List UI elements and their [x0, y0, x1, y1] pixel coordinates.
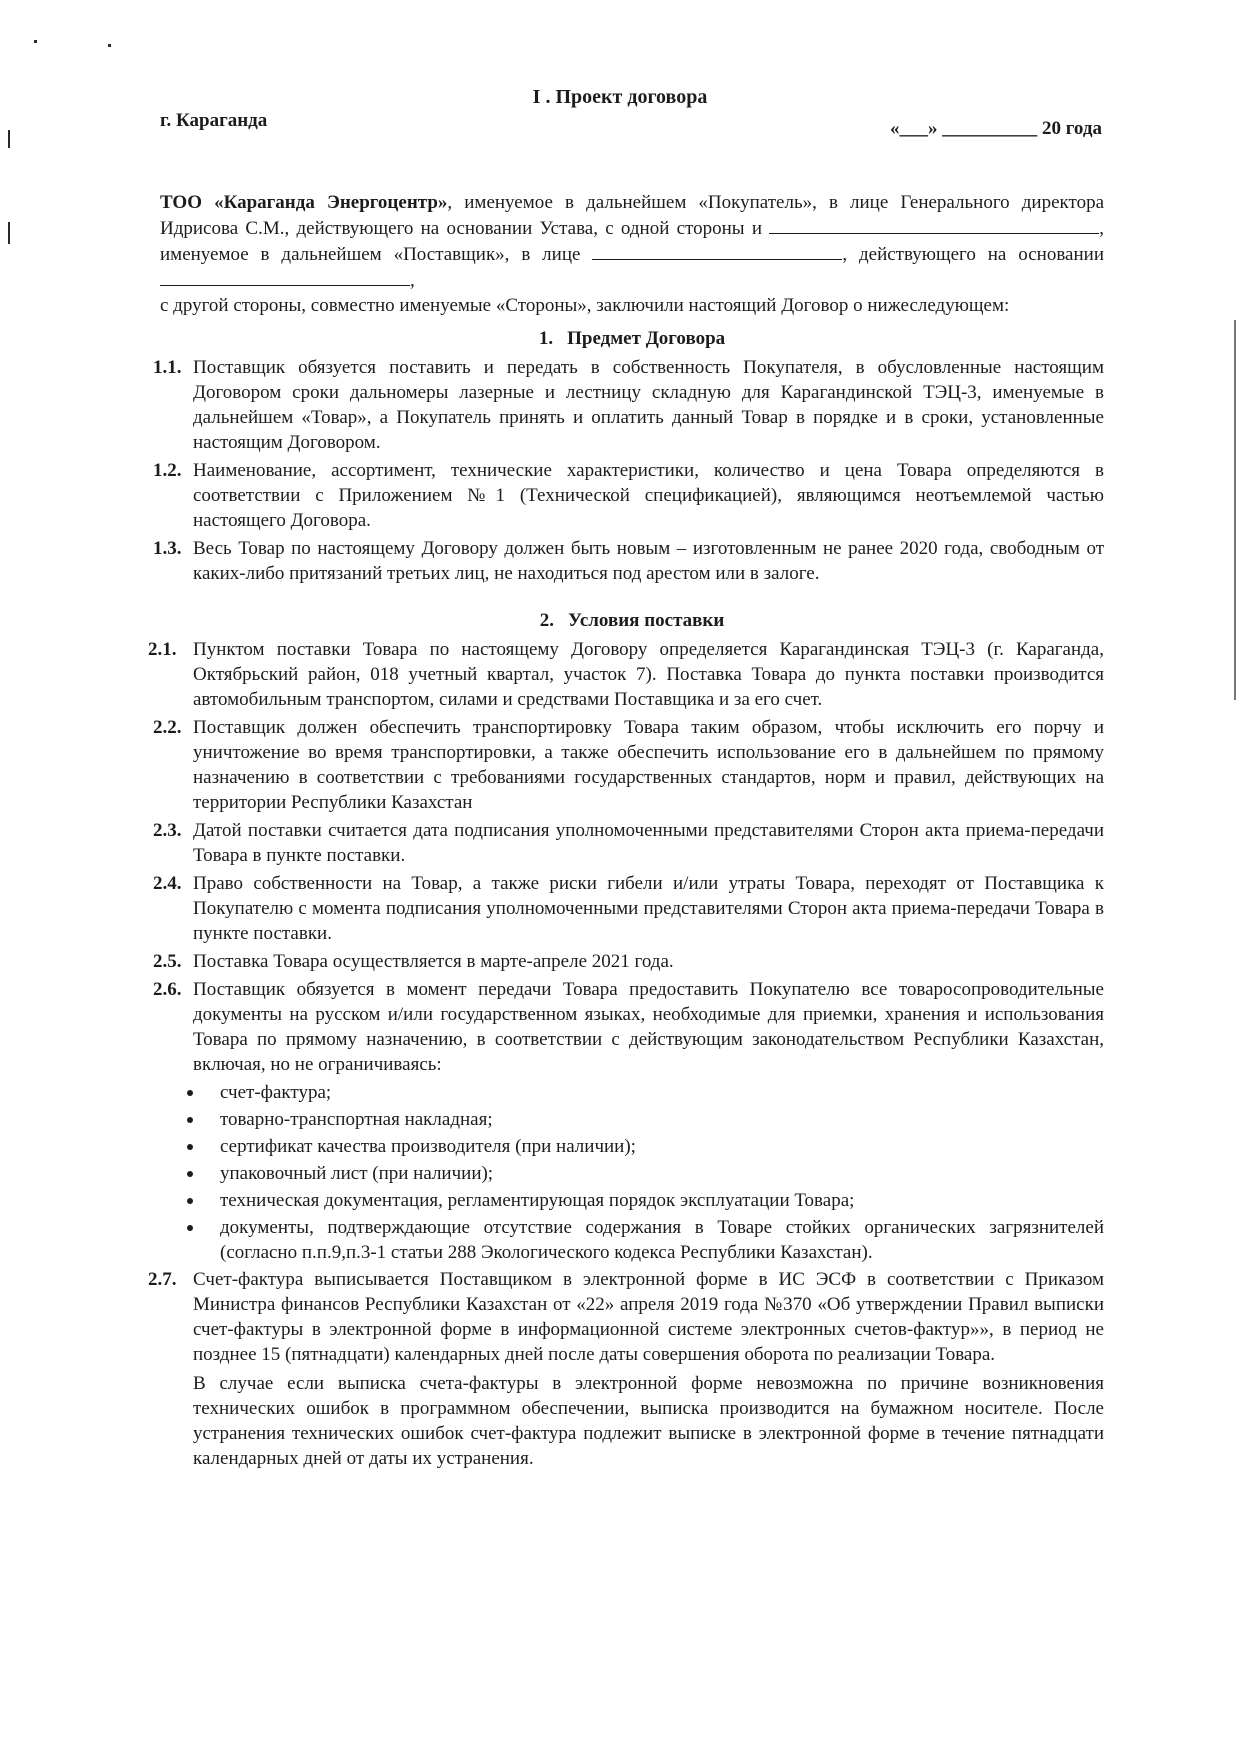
- bullet-icon: [187, 1225, 193, 1231]
- clause-1-2: 1.2. Наименование, ассортимент, технические характеристики, количество и цена Товара определяются в соответствии с Приложением №1 (Технической спецификацией), являющимся неотъемлемой частью настоящего Договора.: [153, 460, 1104, 531]
- bullet-icon: [187, 1090, 193, 1096]
- documents-list: [160, 1080, 1104, 1265]
- scan-margin-mark: [8, 222, 10, 244]
- clause-2-6: 2.6. Поставщик обязуется в момент передачи Товара предоставить Покупателю все товаросопроводительные документы на русском и/или государственном языках, необходимые для приемки, хранения и использования Товара по прямому назначению, в соответствии с действующим законодательством Республики Казахстан, включая, но не ограничиваясь:: [153, 979, 1104, 1075]
- clause-2-7: 2.7. Счет-фактура выписывается Поставщиком в электронной форме в ИС ЭСФ в соответствии с Приказом Министра финансов Республики Казахстан от «22» апреля 2019 года №370 «Об утверждении Правил выписки счет-фактуры в электронной форме в информационной системе электронных счетов-фактур»», в период не позднее 15 (пятнадцати) календарных дней после даты совершения оборота по реализации Товара.: [148, 1269, 1104, 1365]
- city-label: г. Караганда: [160, 110, 268, 131]
- clause-2-3: 2.3. Датой поставки считается дата подписания уполномоченными представителями Сторон акта приема-передачи Товара в пункте поставки.: [153, 820, 1104, 866]
- intro-paragraph-end: с другой стороны, совместно именуемые «Стороны», заключили настоящий Договор о нижеследующем:: [160, 295, 1010, 316]
- list-item: техническая документация, регламентирующая порядок эксплуатации Товара;: [160, 1188, 1104, 1213]
- document-title: I . Проект договора: [532, 86, 708, 108]
- clause-1-3: 1.3. Весь Товар по настоящему Договору должен быть новым – изготовленным не ранее 2020 года, свободным от каких-либо притязаний третьих лиц, не находиться под арестом или в залоге.: [153, 538, 1104, 584]
- section-1-title: 1. Предмет Договора: [538, 328, 726, 349]
- section-2-title: 2. Условия поставки: [539, 610, 725, 631]
- clause-2-2: 2.2. Поставщик должен обеспечить транспортировку Товара таким образом, чтобы исключить его порчу и уничтожение во время транспортировки, а также обеспечить использование его в дальнейшем по прямому назначению в соответствии с требованиями государственных стандартов, норм и правил, действующих на территории Республики Казахстан: [153, 717, 1104, 813]
- intro-text-3: , действующего на основании: [842, 244, 1104, 265]
- scan-margin-mark: [8, 130, 10, 148]
- scan-speck: [108, 44, 111, 47]
- contract-body: [148, 190, 1104, 1471]
- intro-text-1: , именуемое в дальнейшем «Покупатель», в лице Генерального директора Идрисова С.М., действующего на основании Устава, с одной стороны и: [160, 192, 1104, 239]
- clause-2-1: 2.1. Пунктом поставки Товара по настоящему Договору определяется Карагандинская ТЭЦ-3 (г. Караганда, Октябрьский район, 018 учетный квартал, участок 7). Поставка Товара до пункта поставки производится автомобильным транспортом, силами и средствами Поставщика и за его счет.: [148, 639, 1104, 710]
- clause-2-4: 2.4. Право собственности на Товар, а также риски гибели и/или утраты Товара, переходят от Поставщика к Покупателю с момента подписания уполномоченными представителями Сторон акта приема-передачи Товара в пункте поставки.: [153, 873, 1104, 944]
- list-item: упаковочный лист (при наличии);: [160, 1161, 1104, 1186]
- bullet-icon: [187, 1171, 193, 1177]
- contract-date: «___» __________ 20 года: [890, 118, 1102, 139]
- intro-text-2: , именуемое в дальнейшем «Поставщик», в лице: [160, 218, 1104, 265]
- intro-paragraph: ТОО «Караганда Энергоцентр», именуемое в дальнейшем «Покупатель», в лице Генерального директора Идрисова С.М., действующего на основании Устава, с одной стороны и , именуемое в дальнейшем «Поставщик», в лице , действующего на основании ,: [160, 192, 1104, 291]
- supplier-name-blank: [769, 215, 1099, 234]
- bullet-icon: [187, 1198, 193, 1204]
- bullet-icon: [187, 1117, 193, 1123]
- bullet-icon: [187, 1144, 193, 1150]
- list-item: товарно-транспортная накладная;: [160, 1107, 1104, 1132]
- scan-speck: [34, 40, 37, 43]
- list-item: документы, подтверждающие отсутствие содержания в Товаре стойких органических загрязнителей (согласно п.п.9,п.3-1 статьи 288 Экологического кодекса Республики Казахстан).: [160, 1215, 1104, 1265]
- buyer-name: ТОО «Караганда Энергоцентр»: [160, 192, 448, 213]
- clause-2-5: 2.5. Поставка Товара осуществляется в марте-апреле 2021 года.: [153, 951, 674, 972]
- scan-margin-mark: [1234, 320, 1236, 700]
- clause-1-1: 1.1. Поставщик обязуется поставить и передать в собственность Покупателя, в обусловленные настоящим Договором сроки дальномеры лазерные и лестницу складную для Карагандинской ТЭЦ-3, именуемые в дальнейшем «Товар», а Покупатель принять и оплатить данный Товар в порядке и в сроки, установленные настоящим Договором.: [153, 357, 1104, 453]
- list-item: сертификат качества производителя (при наличии);: [160, 1134, 1104, 1159]
- clause-2-7-extra: В случае если выписка счета-фактуры в электронной форме невозможна по причине возникновения технических ошибок в программном обеспечении, выписка производится на бумажном носителе. После устранения технических ошибок счет-фактура подлежит выписке в электронной форме в течение пятнадцати календарных дней от даты их устранения.: [193, 1373, 1104, 1469]
- representative-blank: [592, 241, 842, 260]
- list-item: счет-фактура;: [160, 1080, 1104, 1105]
- basis-blank: [160, 267, 410, 286]
